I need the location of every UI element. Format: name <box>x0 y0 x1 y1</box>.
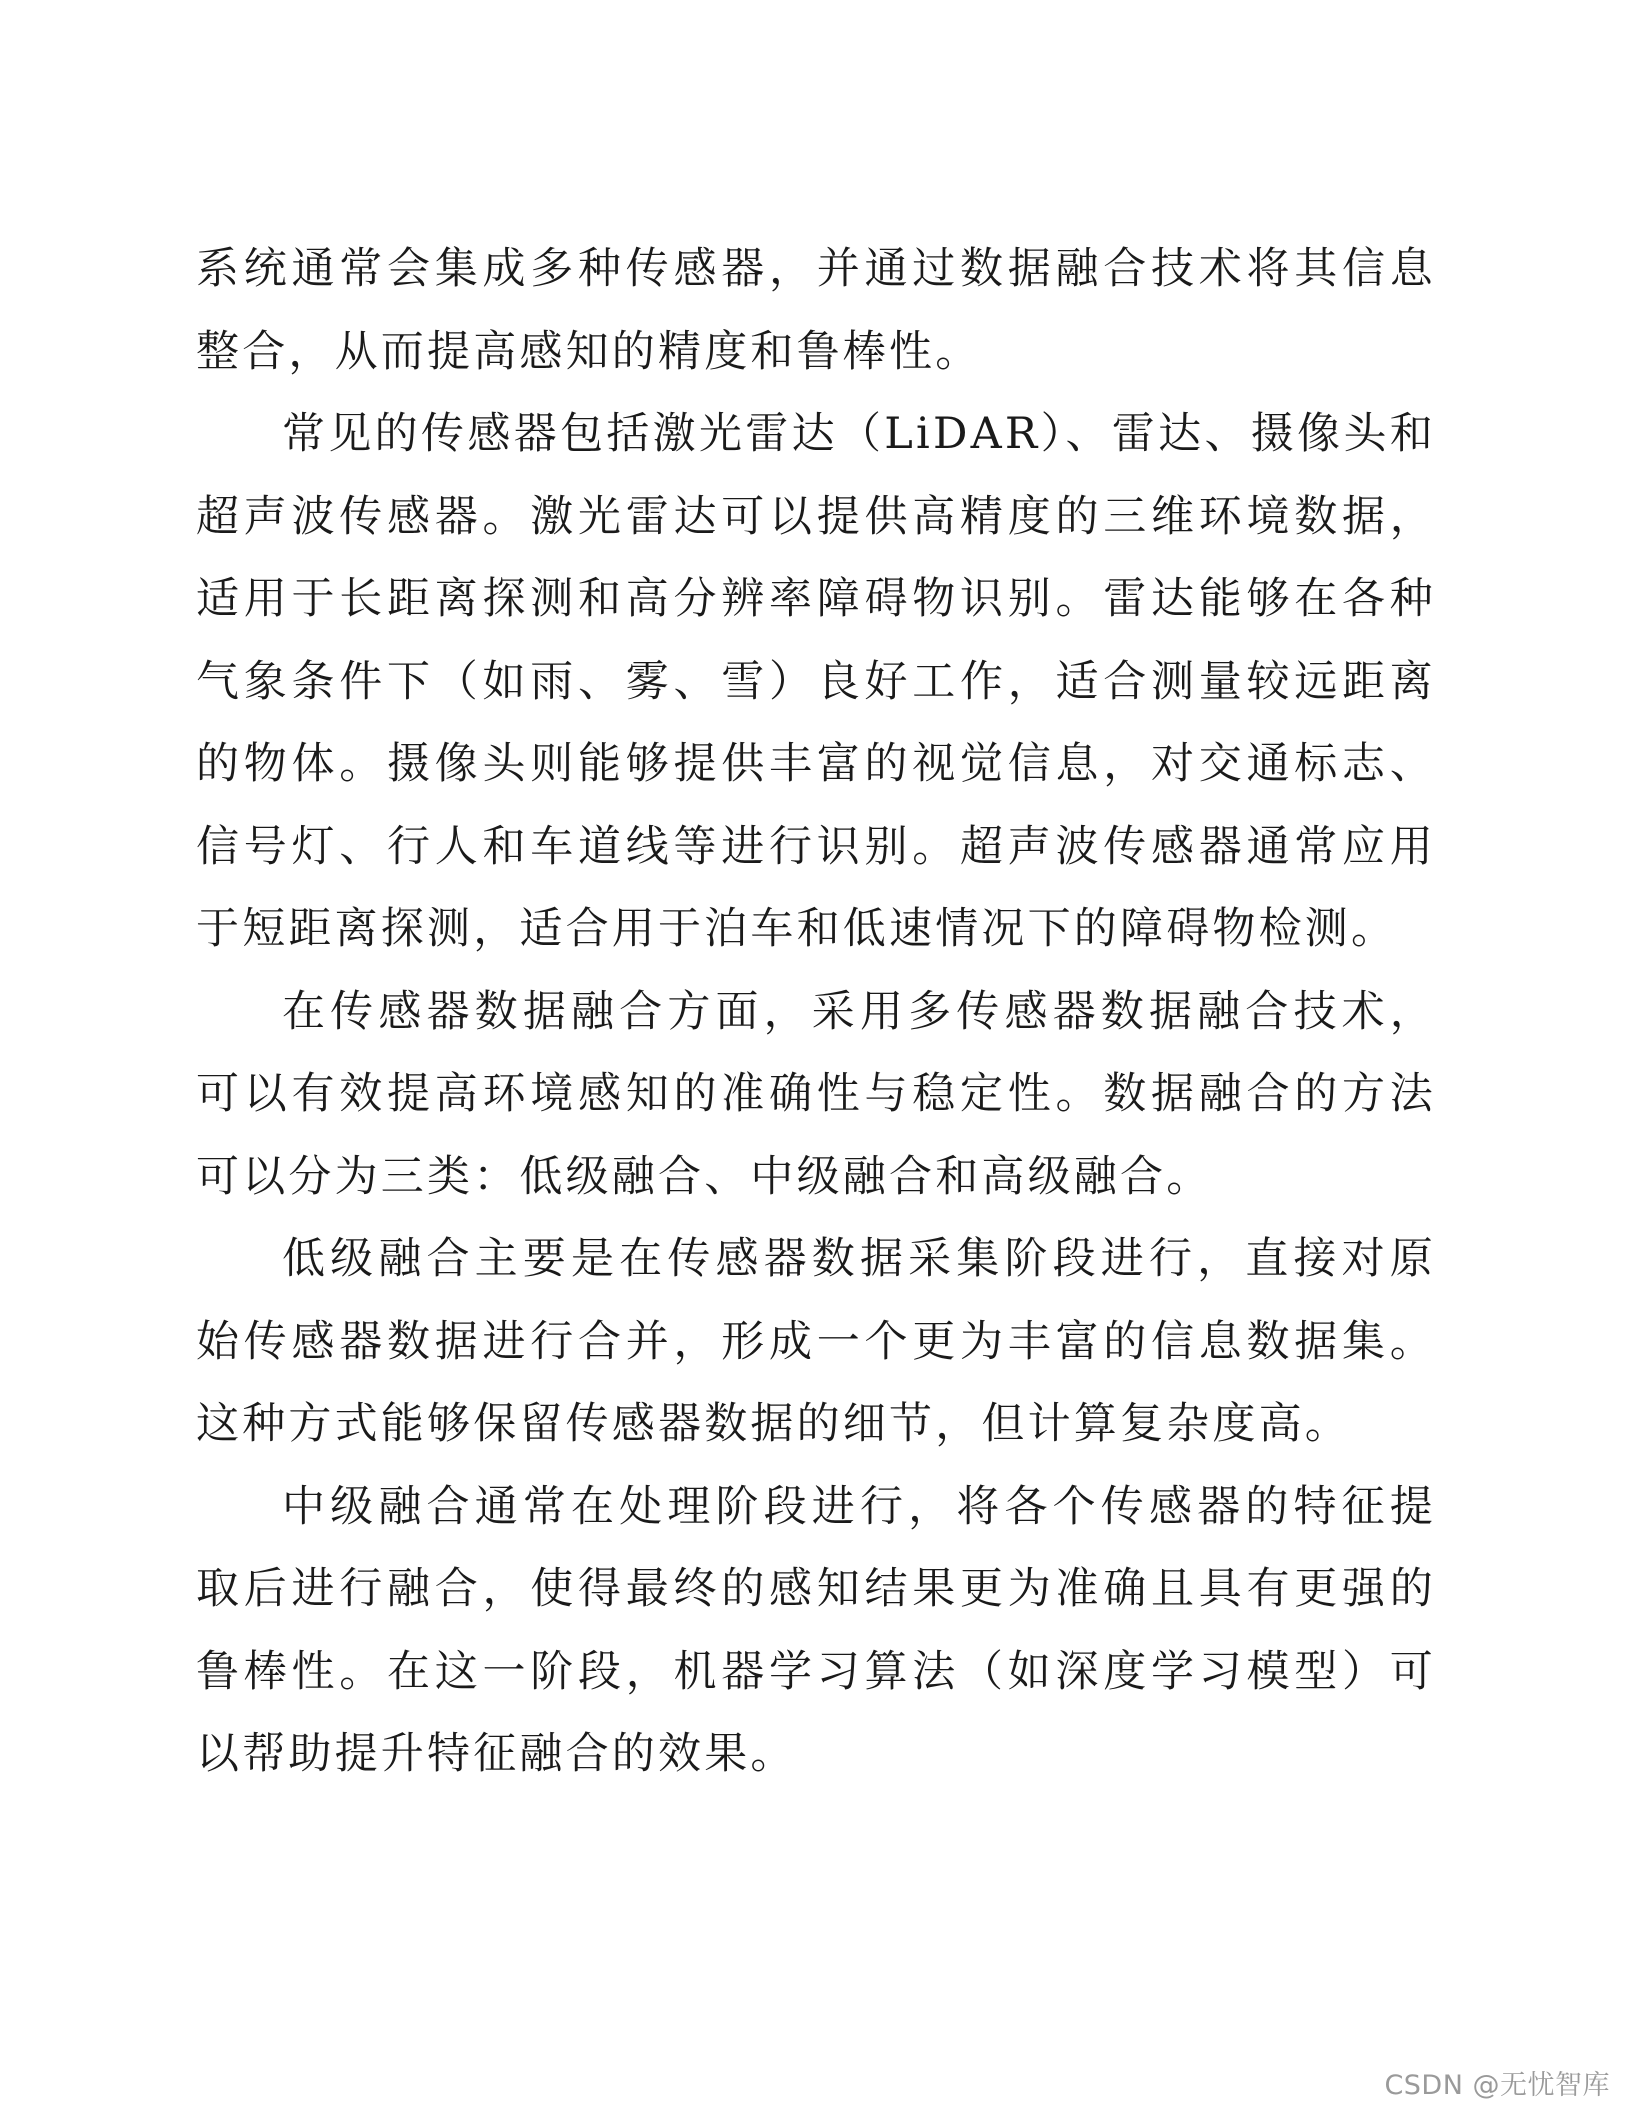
paragraph-data-fusion: 在传感器数据融合方面，采用多传感器数据融合技术，可以有效提高环境感知的准确性与稳定性。数据融合的方法可以分为三类：低级融合、中级融合和高级融合。 <box>196 986 1436 1202</box>
paragraph-mid-level-fusion: 中级融合通常在处理阶段进行，将各个传感器的特征提取后进行融合，使得最终的感知结果更为准确且具有更强的鲁棒性。在这一阶段，机器学习算法（如深度学习模型）可以帮助提升特征融合的效果。 <box>196 1481 1436 1779</box>
paragraph-continuation: 系统通常会集成多种传感器，并通过数据融合技术将其信息整合，从而提高感知的精度和鲁棒性。 <box>196 244 1436 377</box>
document-body <box>196 228 1436 1796</box>
paragraph-sensor-types: 常见的传感器包括激光雷达（LiDAR）、雷达、摄像头和超声波传感器。激光雷达可以提供高精度的三维环境数据，适用于长距离探测和高分辨率障碍物识别。雷达能够在各种气象条件下（如雨、雾、雪）良好工作，适合测量较远距离的物体。摄像头则能够提供丰富的视觉信息，对交通标志、信号灯、行人和车道线等进行识别。超声波传感器通常应用于短距离探测，适合用于泊车和低速情况下的障碍物检测。 <box>196 409 1436 954</box>
paragraph-low-level-fusion: 低级融合主要是在传感器数据采集阶段进行，直接对原始传感器数据进行合并，形成一个更为丰富的信息数据集。这种方式能够保留传感器数据的细节，但计算复杂度高。 <box>196 1234 1436 1449</box>
watermark: CSDN @无忧智库 <box>1384 2070 1610 2101</box>
